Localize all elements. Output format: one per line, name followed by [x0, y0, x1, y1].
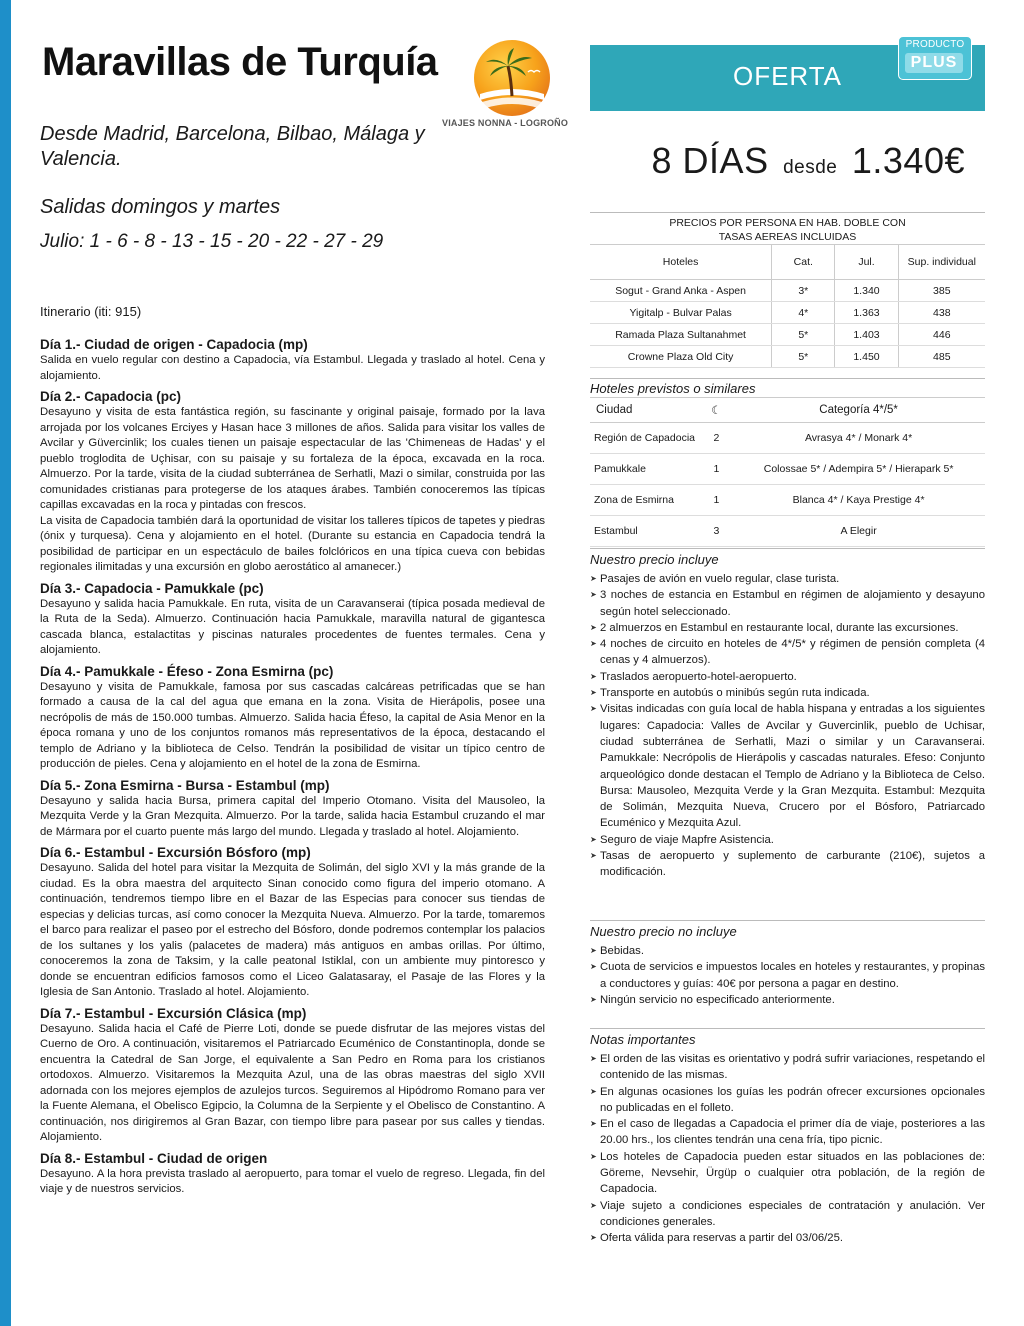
trip-duration: 8 DÍAS [651, 140, 769, 181]
day-1 [40, 336, 545, 384]
hotel-name: Ramada Plaza Sultanahmet [590, 324, 772, 346]
hotel-cat: 4* [772, 302, 835, 324]
list-item: ➤ Oferta válida para reservas a partir del 03/06/25. [590, 1230, 985, 1246]
price-table [590, 244, 985, 368]
list-item: ➤ 2 almuerzos en Estambul en restaurante local, durante las excursiones. [590, 620, 985, 636]
desde-label: desde [783, 157, 838, 178]
badge-top-text: PRODUCTO [905, 39, 965, 50]
day-text: Desayuno y visita de Pamukkale, famosa por sus cascadas calcáreas petrificadas que se han formado a causa de la cal del agua que emana en la zona. Visita de Hierápolis, posee una necrópolis de más de 150.000 tumbas. Almuerzo. Salida hacia Éfeso, la capital de Asia Menor en la época romana y uno de los conjuntos romanos más representativos de la época, destacando el templo de Adriano y la biblioteca de Celso. Tendrán la posibilidad de visitar un típico centro de producción de pieles. Cena y alojamiento en el hotel de la zona de Esmirna. [40, 680, 545, 770]
table-row [590, 280, 985, 302]
list-item: ➤ Seguro de viaje Mapfre Asistencia. [590, 832, 985, 848]
day-4 [40, 663, 545, 773]
list-item: ➤ Ningún servicio no especificado anteriormente. [590, 992, 985, 1008]
day-text: Desayuno. A la hora prevista traslado al aeropuerto, para tomar el vuelo de regreso. Llegada, fin del viaje y de nuestros servicios. [40, 1167, 545, 1195]
list-item: ➤ Tasas de aeropuerto y suplemento de carburante (210€), sujetos a modificación. [590, 848, 985, 881]
day-title: Día 7.- Estambul - Excursión Clásica (mp) [40, 1005, 307, 1021]
day-text: Desayuno y salida hacia Bursa, primera capital del Imperio Otomano. Visita del Mausoleo, la Mezquita Verde y la Gran Mezquita. Almuerzo. Por la tarde, salida hacia Estambul cruzando el mar de Mármara por el cuarto puente más largo del mundo. Llegada y traslado al hotel. Alojamiento. [40, 794, 545, 838]
list-item: ➤ 3 noches de estancia en Estambul en régimen de alojamiento y desayuno según hotel seleccionado. [590, 587, 985, 620]
table-row [590, 324, 985, 346]
nights-count: 1 [701, 485, 733, 516]
day-text: Desayuno y salida hacia Pamukkale. En ruta, visita de un Caravanserai (típica posada medieval de la Ruta de la Seda). Almuerzo. Continuación hacia Pamukkale, maravilla natural de gigantesca cascada blanca, estalactitas y piscinas naturales procedentes de fuentes termales. Cena y alojamiento. [40, 597, 545, 656]
day-2 [40, 388, 545, 576]
table-row [590, 346, 985, 368]
hotel-cat: 3* [772, 280, 835, 302]
price-jul: 1.340 [835, 280, 898, 302]
list-item: ➤ 4 noches de circuito en hoteles de 4*/5* y régimen de pensión completa (4 cenas y 4 almuerzos). [590, 636, 985, 669]
list-item: ➤ Pasajes de avión en vuelo regular, clase turista. [590, 571, 985, 587]
col-hoteles: Hoteles [590, 245, 772, 280]
departure-days: Salidas domingos y martes [40, 196, 281, 218]
table-row [590, 454, 985, 485]
price-jul: 1.363 [835, 302, 898, 324]
excludes-block [590, 920, 985, 1008]
list-item: ➤ Transporte en autobús o minibús según ruta indicada. [590, 685, 985, 701]
list-item: ➤ En algunas ocasiones los guías les podrán ofrecer excursiones opcionales no publicadas en el folleto. [590, 1084, 985, 1117]
day-title: Día 1.- Ciudad de origen - Capadocia (mp) [40, 337, 308, 352]
list-item: ➤ Viaje sujeto a condiciones especiales de contratación y anulación. Ver condiciones generales. [590, 1198, 985, 1231]
table-row [590, 302, 985, 324]
day-text-continued: La visita de Capadocia también dará la oportunidad de visitar los talleres típicos de tapetes y piedras (ónix y turquesa). Cena y alojamiento en el hotel. (Durante su estancia en Capadocia tendrá la posibilidad de participar en un espectáculo de bailes folclóricos en una típica cueva con bebidas regionales ilimitadas y una excursión en globo aerostático al amanecer.) [40, 514, 545, 573]
hotel-options: A Elegir [732, 516, 985, 547]
day-title: Día 3.- Capadocia - Pamukkale (pc) [40, 580, 264, 596]
hotel-cat: 5* [772, 346, 835, 368]
price-table-header [590, 245, 985, 280]
hotels-title: Hoteles previstos o similares [590, 381, 756, 396]
list-item: ➤ En el caso de llegadas a Capadocia el primer día de viaje, posteriores a las 20.00 hrs., los clientes tendrán una cena fría, tipo picnic. [590, 1116, 985, 1149]
offer-label: OFERTA [732, 61, 843, 91]
itinerary-title: Itinerario (iti: 915) [40, 304, 142, 319]
hotel-options: Blanca 4* / Kaya Prestige 4* [732, 485, 985, 516]
col-jul: Jul. [835, 245, 898, 280]
page-title: Maravillas de Turquía [42, 40, 438, 84]
hotel-name: Crowne Plaza Old City [590, 346, 772, 368]
day-title: Día 4.- Pamukkale - Éfeso - Zona Esmirna (pc) [40, 663, 334, 679]
day-8 [40, 1150, 545, 1198]
price-value: 1.340€ [851, 140, 965, 181]
nights-count: 3 [701, 516, 733, 547]
col-ciudad: Ciudad [590, 398, 701, 423]
producto-plus-badge [898, 36, 972, 80]
departure-dates: Julio: 1 - 6 - 8 - 13 - 15 - 20 - 22 - 27 - 29 [40, 231, 384, 252]
excludes-list [590, 943, 985, 1008]
price-sup: 438 [898, 302, 985, 324]
nights-count: 2 [701, 423, 733, 454]
table-row [590, 516, 985, 547]
day-7 [40, 1005, 545, 1146]
price-table-block [590, 212, 985, 368]
includes-title: Nuestro precio incluye [590, 552, 719, 567]
price-jul: 1.450 [835, 346, 898, 368]
notes-title: Notas importantes [590, 1032, 696, 1047]
city-name: Zona de Esmirna [590, 485, 701, 516]
day-3 [40, 580, 545, 659]
day-text: Desayuno. Salida hacia el Café de Pierre Loti, donde se puede disfrutar de las mejores vistas del Cuerno de Oro. A continuación, visitaremos el Patriarcado Ecuménico de Constantinopla, donde se encuentra la Catedral de San Jorge, el equivalente a San Pedro en Roma para los cristianos ortodoxos. Almuerzo. Visitaremos la Mezquita Azul, una de las obras maestras del siglo XVII adornada con los mejores ejemplos de azulejos turcos. Seguiremos al Hipódromo Romano para ver la Fuente Alemana, el Obelisco Egipcio, la Columna de la Serpiente y el Obelisco de Constantino. A continuación, nos dirigiremos al Gran Bazar, con tiempo libre para pasear por sus calles y tiendas. Alojamiento. [40, 1022, 545, 1143]
includes-list [590, 571, 985, 881]
excludes-title: Nuestro precio no incluye [590, 924, 737, 939]
day-text: Desayuno. Salida del hotel para visitar la Mezquita de Solimán, del siglo XVI y la más grande de la ciudad. Es la obra maestra del arquitecto Sinan conocido como figura del imperio otomano. A continuación, tendremos tiempo libre en el Bazar de las Especias para conocer sus tiendas de especias y delicias turcas, así como conocer la Mezquita Nueva. Almuerzo. Por la tarde, tomaremos el barco para realizar el paseo por el estrecho del Bósforo, donde podremos contemplar los palacios de los sultanes y los yalis (palacetes de madera) más antiguos en ambas orillas. Por último, conoceremos la zona de Taksim, y la calle peatonal Istiklal, con un ambiente muy pintoresco y donde se encuentran edificios famosos como el Liceo Galatasaray, el Pasaje de las Flores y la Iglesia de San Antonio. Traslado al hotel. Alojamiento. [40, 862, 545, 998]
table-row [590, 423, 985, 454]
price-heading-line-1: PRECIOS POR PERSONA EN HAB. DOBLE CON [669, 217, 906, 229]
list-item: ➤ Cuota de servicios e impuestos locales en hoteles y restaurantes, y propinas a conductores y guías: 40€ por persona a pagar en destino. [590, 959, 985, 992]
hotels-table-header [590, 398, 985, 423]
hotels-table [590, 397, 985, 547]
list-item: ➤ Visitas indicadas con guía local de habla hispana y entradas a los siguientes lugares: Capadocia: Valles de Avcilar y Guvercinlik, pueblo de Uchisar, ciudad subterránea de Serhatli, Mazi o similar y un Caravanserai. Pamukkale: Necrópolis de Hierápolis y cascadas naturales. Efeso: Conjunto arqueológico donde destacan el Templo de Adriano y la Biblioteca de Celso. Bursa: Mausoleo, Mezquita Verde y la Gran Mezquita. Estambul: Mezquita de Solimán, Mezquita Nueva, Crucero por el Bósforo, Patriarcado Ecuménico y Mezquita Azul. [590, 701, 985, 831]
day-5 [40, 777, 545, 841]
col-nights-moon-icon: ☾ [701, 398, 733, 423]
day-text: Desayuno y visita de esta fantástica región, su fascinante y original paisaje, formado por la lava arrojada por los volcanes Erciyes y Hasan hace 3 millones de años. Salida para visitar los valles de Avcilar y Güvercinlik; los cuales tienen un paisaje espectacular de las 'Chimeneas de Hadas' y el pueblo troglodita de Uçhisar, con su paisaje y su fortaleza de la época, excavada en la roca. Almuerzo. Por la tarde, visita de la ciudad subterránea de Serhatli, Mazi o similar, construida por las comunidades cristianas para protegerse de los ataques árabes. También conoceremos las típicas capillas excavadas en la roca y pintadas con frescos. [40, 406, 545, 511]
price-heading-line-2: TASAS AEREAS INCLUIDAS [718, 231, 857, 243]
nights-count: 1 [701, 454, 733, 485]
departure-cities: Desde Madrid, Barcelona, Bilbao, Málaga y Valencia. [40, 123, 425, 170]
price-headline [590, 140, 965, 182]
col-cat: Cat. [772, 245, 835, 280]
list-item: ➤ Bebidas. [590, 943, 985, 959]
hotel-cat: 5* [772, 324, 835, 346]
day-title: Día 2.- Capadocia (pc) [40, 389, 182, 404]
hotel-options: Colossae 5* / Adempira 5* / Hierapark 5* [732, 454, 985, 485]
city-name: Región de Capadocia [590, 423, 701, 454]
includes-block [590, 548, 985, 881]
city-name: Pamukkale [590, 454, 701, 485]
hotels-block [590, 378, 985, 547]
hotel-name: Sogut - Grand Anka - Aspen [590, 280, 772, 302]
notes-list [590, 1051, 985, 1247]
hotel-name: Yigitalp - Bulvar Palas [590, 302, 772, 324]
list-item: ➤ El orden de las visitas es orientativo y podrá sufrir variaciones, respetando el contenido de las mismas. [590, 1051, 985, 1084]
day-text: Salida en vuelo regular con destino a Capadocia, vía Estambul. Llegada y traslado al hotel. Cena y alojamiento. [40, 354, 545, 382]
day-title: Día 6.- Estambul - Excursión Bósforo (mp) [40, 845, 311, 860]
col-sup-individual: Sup. individual [898, 245, 985, 280]
price-sup: 385 [898, 280, 985, 302]
price-sup: 485 [898, 346, 985, 368]
notes-block [590, 1028, 985, 1247]
itinerary-days [40, 336, 545, 1202]
agency-name: VIAJES NONNA - LOGROÑO [442, 118, 569, 128]
col-categoria: Categoría 4*/5* [732, 398, 985, 423]
day-6 [40, 844, 545, 1001]
hotel-options: Avrasya 4* / Monark 4* [732, 423, 985, 454]
list-item: ➤ Traslados aeropuerto-hotel-aeropuerto. [590, 669, 985, 685]
left-accent-bar [0, 0, 11, 1326]
day-title: Día 5.- Zona Esmirna - Bursa - Estambul (mp) [40, 777, 330, 793]
table-row [590, 485, 985, 516]
price-jul: 1.403 [835, 324, 898, 346]
palm-tree-logo-icon [472, 38, 552, 118]
list-item: ➤ Los hoteles de Capadocia pueden estar situados en las poblaciones de: Göreme, Nevsehir, Ürgüp o cualquier otra población, de la región de Capadocia. [590, 1149, 985, 1198]
day-title: Día 8.- Estambul - Ciudad de origen [40, 1150, 268, 1166]
price-sup: 446 [898, 324, 985, 346]
city-name: Estambul [590, 516, 701, 547]
badge-bottom-text: PLUS [905, 53, 963, 73]
price-table-heading [590, 213, 985, 244]
